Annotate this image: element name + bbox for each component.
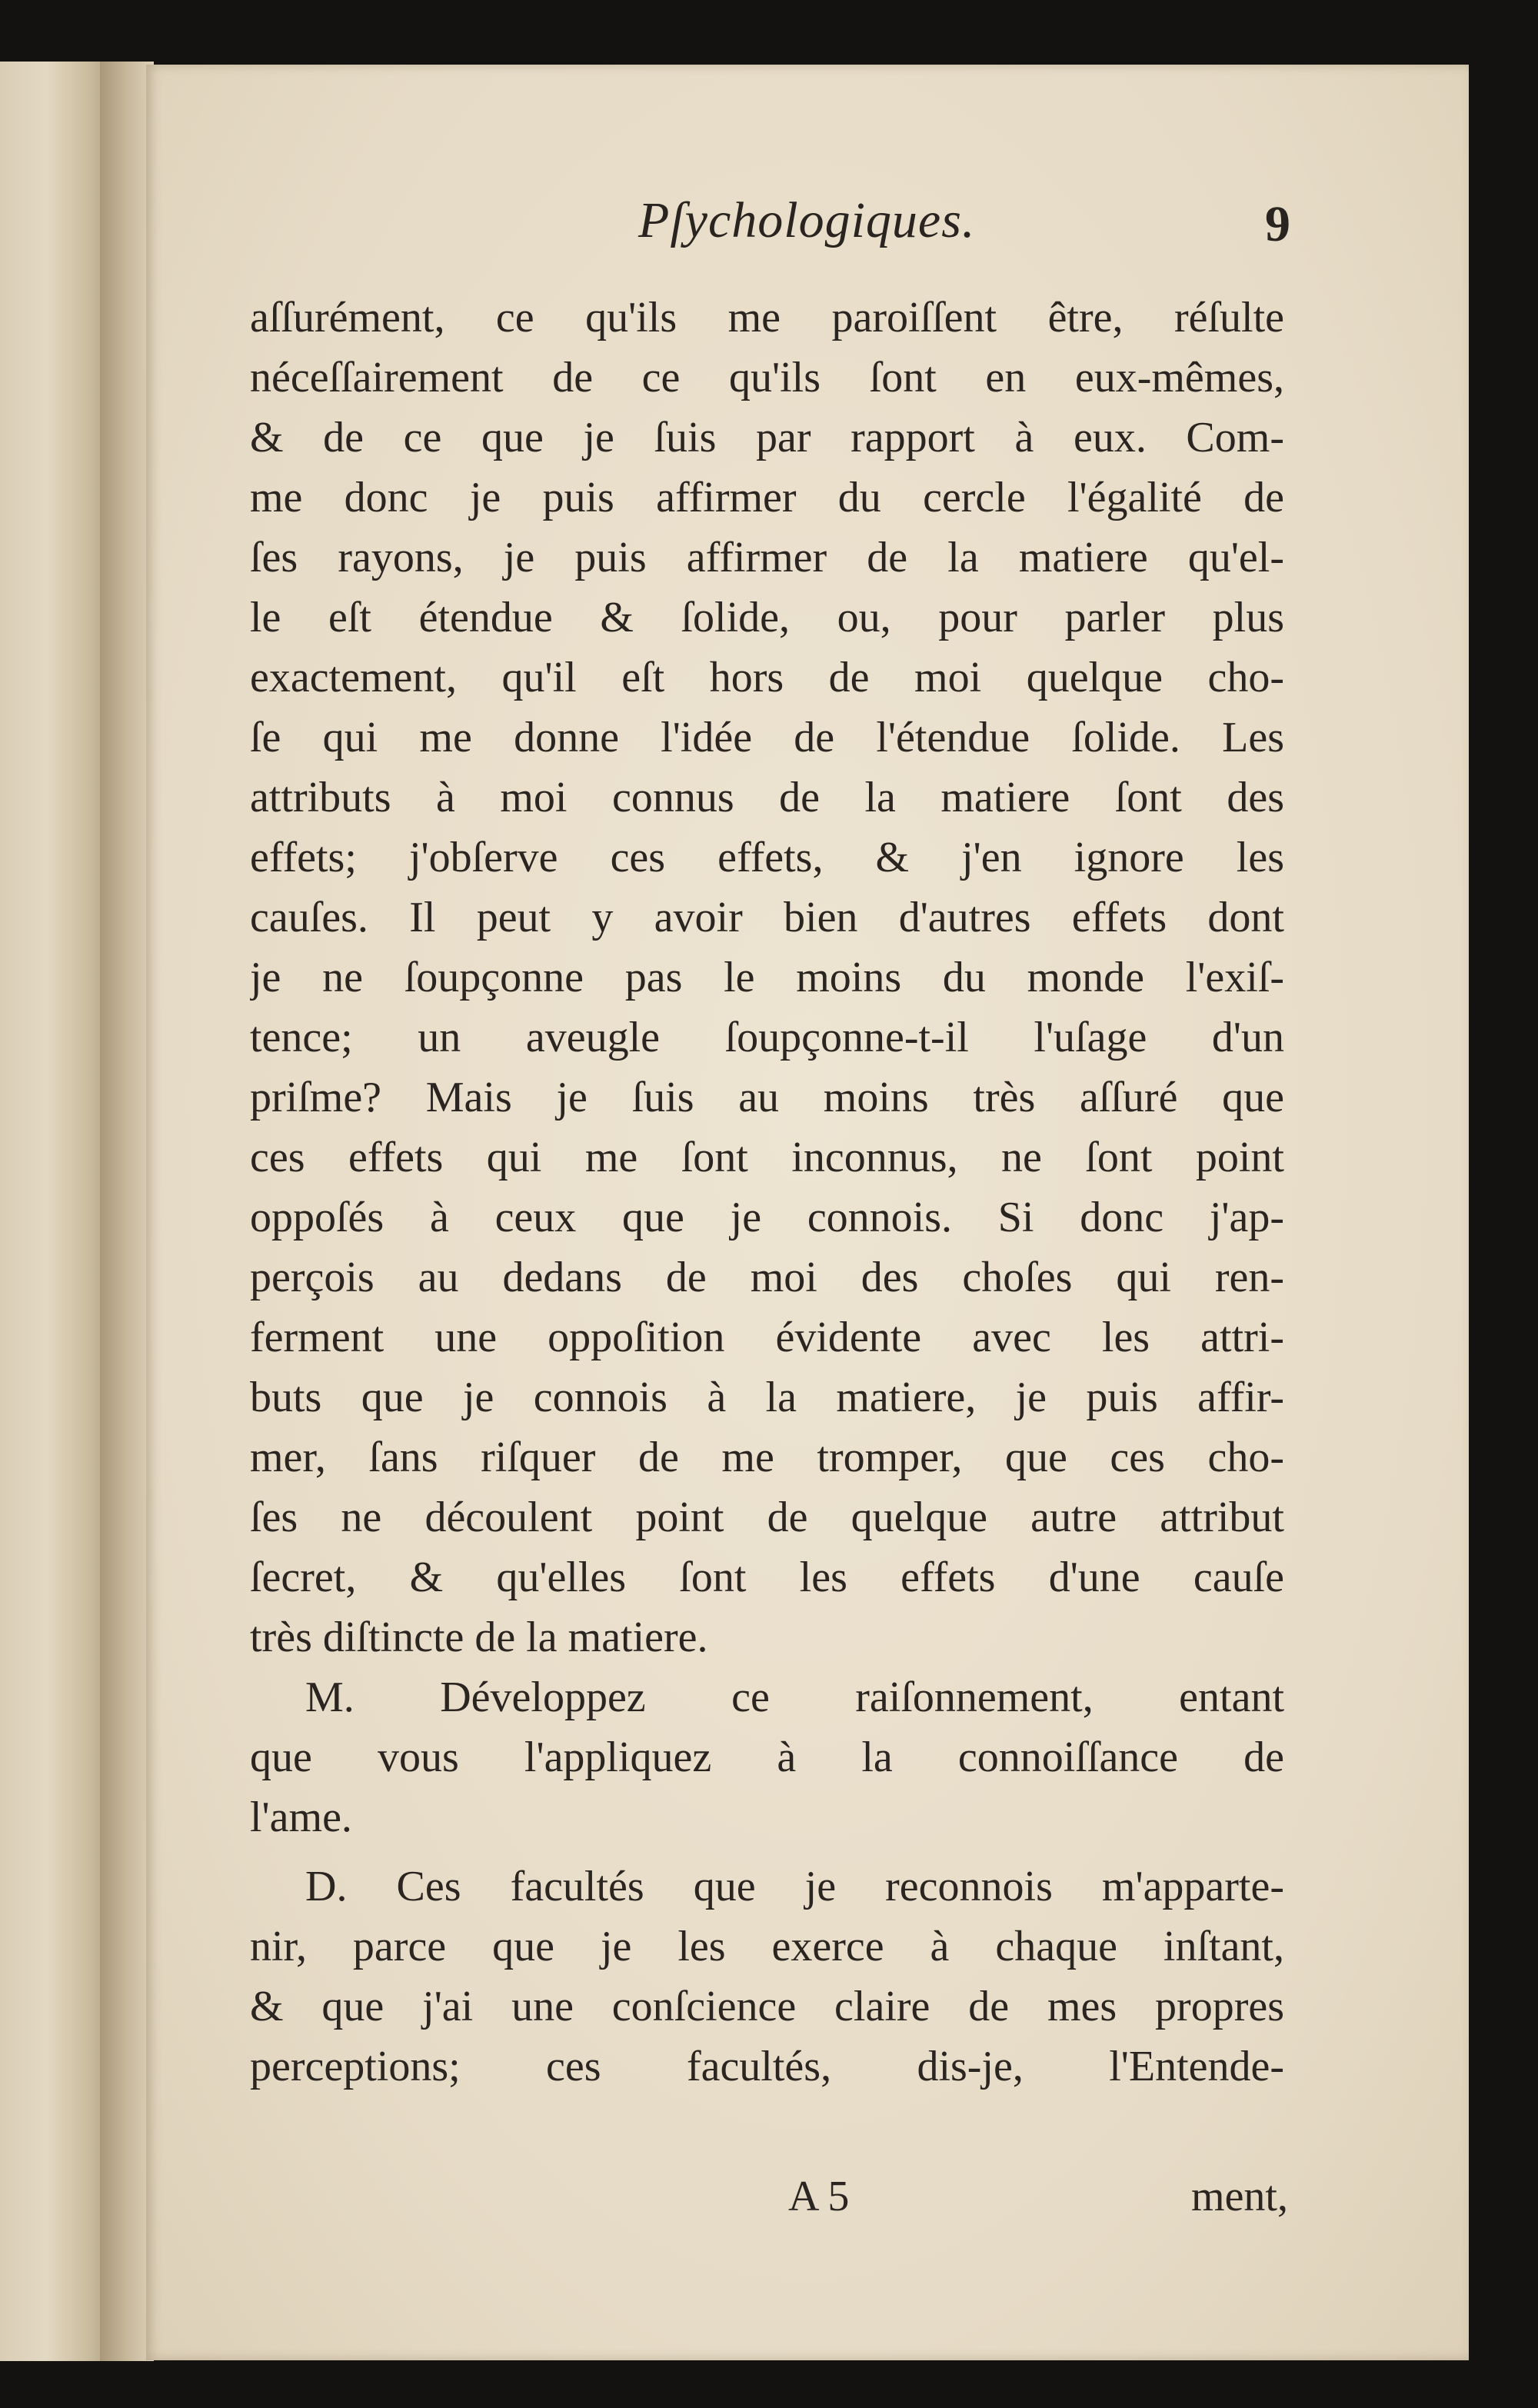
text-line: ſe qui me donne l'idée de l'étendue ſolide. Les [250,714,1284,761]
text-line: très diſtincte de la matiere. [250,1614,708,1661]
text-line: tence; un aveugle ſoupçonne-t-il l'uſage d'un [250,1014,1284,1061]
text-line: D. Ces facultés que je reconnois m'apparte- [305,1863,1284,1910]
text-line: mer, ſans riſquer de me tromper, que ces cho- [250,1434,1284,1481]
text-line: nir, parce que je les exerce à chaque inſtant, [250,1923,1284,1970]
text-line: me donc je puis affirmer du cercle l'égalité de [250,474,1284,521]
text-line: ſes rayons, je puis affirmer de la matiere qu'el- [250,534,1284,581]
text-line: l'ame. [250,1794,352,1841]
text-line: perceptions; ces facultés, dis-je, l'Entende- [250,2043,1284,2090]
text-line: ſecret, & qu'elles ſont les effets d'une cauſe [250,1554,1284,1601]
text-line: cauſes. Il peut y avoir bien d'autres effets dont [250,894,1284,941]
text-line: buts que je connois à la matiere, je puis affir- [250,1374,1284,1421]
text-line: aſſurément, ce qu'ils me paroiſſent être, réſulte [250,294,1284,341]
text-line: effets; j'obſerve ces effets, & j'en ignore les [250,834,1284,881]
text-line: & de ce que je ſuis par rapport à eux. Com- [250,414,1284,461]
signature-mark: A 5 [788,2173,850,2220]
text-line: le eſt étendue & ſolide, ou, pour parler plus [250,594,1284,641]
text-line: néceſſairement de ce qu'ils ſont en eux-mêmes, [250,354,1284,401]
text-line: attributs à moi connus de la matiere ſont des [250,774,1284,821]
facing-page-edge [0,62,115,2361]
text-line: perçois au dedans de moi des choſes qui ren- [250,1254,1284,1301]
text-line: M. Développez ce raiſonnement, entant [305,1674,1284,1721]
text-line: ces effets qui me ſont inconnus, ne ſont point [250,1134,1284,1181]
text-line: ſes ne découlent point de quelque autre attribut [250,1494,1284,1541]
text-line: ferment une oppoſition évidente avec les attri- [250,1314,1284,1361]
text-line: exactement, qu'il eſt hors de moi quelque cho- [250,654,1284,701]
paragraph-gap [250,1847,1284,1857]
catchline [788,2172,1288,2226]
page-number: 9 [1265,196,1290,252]
body-text [250,288,1284,2097]
text-line: oppoſés à ceux que je connois. Si donc j'ap- [250,1194,1284,1241]
text-line: que vous l'appliquez à la connoiſſance de [250,1734,1284,1781]
text-line: je ne ſoupçonne pas le moins du monde l'exiſ- [250,954,1284,1001]
running-head: Pſychologiques. [638,192,976,248]
catchword: ment, [1191,2173,1288,2220]
text-line: priſme? Mais je ſuis au moins très aſſuré que [250,1074,1284,1121]
text-line: & que j'ai une conſcience claire de mes propres [250,1983,1284,2030]
book-page [146,65,1469,2360]
